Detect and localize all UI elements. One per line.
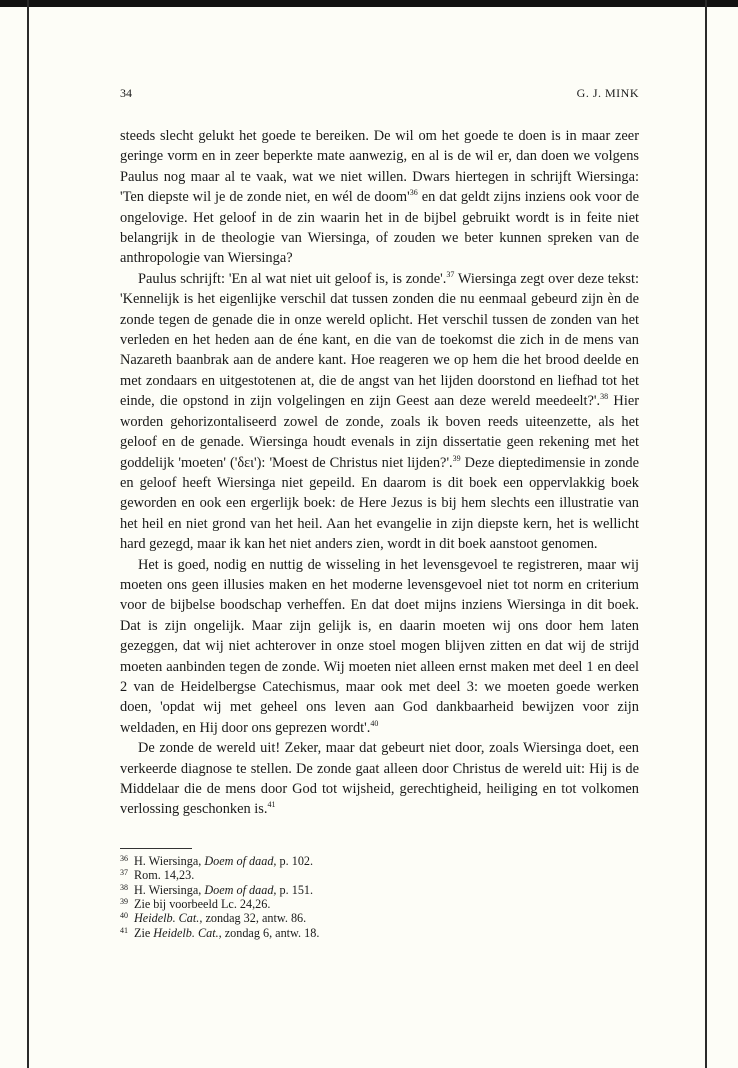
footnote-text — [134, 926, 319, 940]
footnote-run: Zie bij voorbeeld Lc. 24,26. — [134, 897, 271, 912]
footnote-run: H. Wiersinga, — [134, 882, 205, 897]
scan-edge-right — [705, 0, 707, 1068]
footnote-text — [134, 911, 306, 925]
footnote-text — [134, 897, 270, 911]
footnote-run: p. 102. — [276, 853, 314, 868]
paragraph-1 — [120, 126, 639, 269]
text-run: Deze dieptedimensie in zonde en geloof heeft Wiersinga niet gepeild. En daarom is dit boek een oppervlakkig boek geworden en ook een ergerlijk boek: de Here Jezus is bij hem slechts een illustratie van het heil en niet grond van het heil. Aan het evangelie in zijn diepste kern, het is wellicht hard gezegd, maar ik kan het niet anders zien, wordt in dit boek aanstoot genomen. — [120, 454, 639, 553]
footnote — [120, 897, 639, 911]
footnote-title: Doem of daad, — [204, 853, 277, 868]
footnote-run: p. 151. — [276, 882, 314, 897]
footnote-title: Doem of daad, — [204, 882, 277, 897]
footnote-text — [134, 883, 313, 897]
footnote-number: 37 — [120, 868, 128, 878]
body-text — [120, 126, 639, 820]
text-run: Paulus schrijft: 'En al wat niet uit geloof is, is zonde'. — [138, 270, 447, 287]
text-run: Het is goed, nodig en nuttig de wisseling in het levensgevoel te registreren, maar wij moeten ons geen illusies maken en het moderne levensgevoel niet tot norm en criterium voor de bijbelse boodschap verheffen. En dat doet mijns inziens Wiersinga in dit boek. Dat is zijn ongelijk. Maar zijn gelijk is, en daarin moeten wij ons door hem laten gezeggen, dat wij niet achterover in onze stoel mogen blijven zitten en dat wij de strijd moeten aanbinden tegen de zonde. Wij moeten niet alleen ernst maken met deel 1 en deel 2 van de Heidelbergse Catechismus, maar ook met deel 3: we moeten goede werken doen, 'opdat wij met geheel ons leven aan God dankbaarheid bewijzen voor zijn weldaden, en Hij door ons geprezen wordt'. — [120, 556, 639, 736]
footnote-number: 39 — [120, 897, 128, 907]
footnote-number: 36 — [120, 853, 128, 863]
footnote-number: 38 — [120, 882, 128, 892]
footnote-run: zondag 32, antw. 86. — [202, 911, 307, 926]
footnote-ref[interactable]: 36 — [409, 188, 418, 198]
footnote-run: zondag 6, antw. 18. — [221, 925, 320, 940]
footnote-rule — [120, 848, 192, 849]
text-run: De zonde de wereld uit! Zeker, maar dat gebeurt niet door, zoals Wiersinga doet, een verkeerde diagnose te stellen. De zonde gaat alleen door Christus de wereld uit: Hij is de Middelaar die de mens door God tot wijsheid, gerechtigheid, heiliging en tot volkomen verlossing geschonken is. — [120, 740, 639, 818]
paragraph-3 — [120, 555, 639, 739]
footnote-run: Rom. 14,23. — [134, 868, 195, 883]
page-header — [120, 86, 639, 104]
footnote-run: Zie — [134, 925, 154, 940]
footnote-title: Heidelb. Cat., — [153, 925, 222, 940]
footnote — [120, 854, 639, 868]
footnote — [120, 868, 639, 882]
footnote-number: 41 — [120, 925, 128, 935]
footnote-run: H. Wiersinga, — [134, 853, 205, 868]
footnote — [120, 926, 639, 940]
footnote-text — [134, 868, 194, 882]
footnote-ref[interactable]: 40 — [370, 718, 379, 728]
footnote — [120, 911, 639, 925]
footnote-text — [134, 854, 313, 868]
text-run: Hier worden gehorizontaliseerd zowel de zonde, zoals ik boven reeds uiteenzette, als het geloof en de genade. Wiersinga houdt evenals in zijn dissertatie geen rekening met het goddelijk 'moeten' ('δει'): 'Moest de Christus niet lijden?'. — [120, 393, 639, 471]
page — [120, 86, 639, 940]
paragraph-4 — [120, 738, 639, 820]
text-run: Wiersinga zegt over deze tekst: 'Kennelijk is het eigenlijke verschil dat tussen zonden die nu eenmaal gebeurd zijn èn de zonde tegen de genade die in onze wereld oplicht. Het verschil tussen de zonden van het verleden en het heden aan de éne kant, en die van de toekomst die zich in de mens van Nazareth baanbrak aan de andere kant. Hoe reageren we op hem die het brood deelde en met zondaars en uitgestotenen at, die de angst van het lijden doorstond en liefhad tot het einde, die opstond in zijn volgelingen en zijn Geest aan deze wereld meedeelt?'. — [120, 270, 639, 410]
paragraph-2 — [120, 269, 639, 555]
footnotes — [120, 854, 639, 940]
scan-edge-left — [27, 0, 29, 1068]
running-head: G. J. MINK — [576, 86, 639, 100]
page-number: 34 — [120, 86, 132, 100]
footnote-title: Heidelb. Cat., — [134, 911, 203, 926]
footnote — [120, 883, 639, 897]
footnote-ref[interactable]: 38 — [600, 392, 609, 402]
footnote-ref[interactable]: 39 — [452, 453, 461, 463]
footnote-ref[interactable]: 37 — [446, 270, 455, 280]
text-run: en dat geldt zijns inziens ook voor de ongelovige. Het geloof in de zin waarin het in de bijbel gebruikt wordt is in feite niet belangrijk in de theologie van Wiersinga, of zouden we beter kunnen spreken van de anthropologie van Wiersinga? — [120, 189, 639, 267]
footnote-number: 40 — [120, 911, 128, 921]
scan-edge-top — [0, 0, 738, 7]
footnote-ref[interactable]: 41 — [267, 800, 276, 810]
text-run: steeds slecht gelukt het goede te bereiken. De wil om het goede te doen is in maar zeer geringe vorm en in zeer beperkte mate aanwezig, en al is de wil er, dan doen we volgens Paulus nog maar al te vaak, wat we niet willen. Dwars hiertegen in schrijft Wiersinga: 'Ten diepste wil je de zonde niet, en wél de doom' — [120, 128, 639, 206]
